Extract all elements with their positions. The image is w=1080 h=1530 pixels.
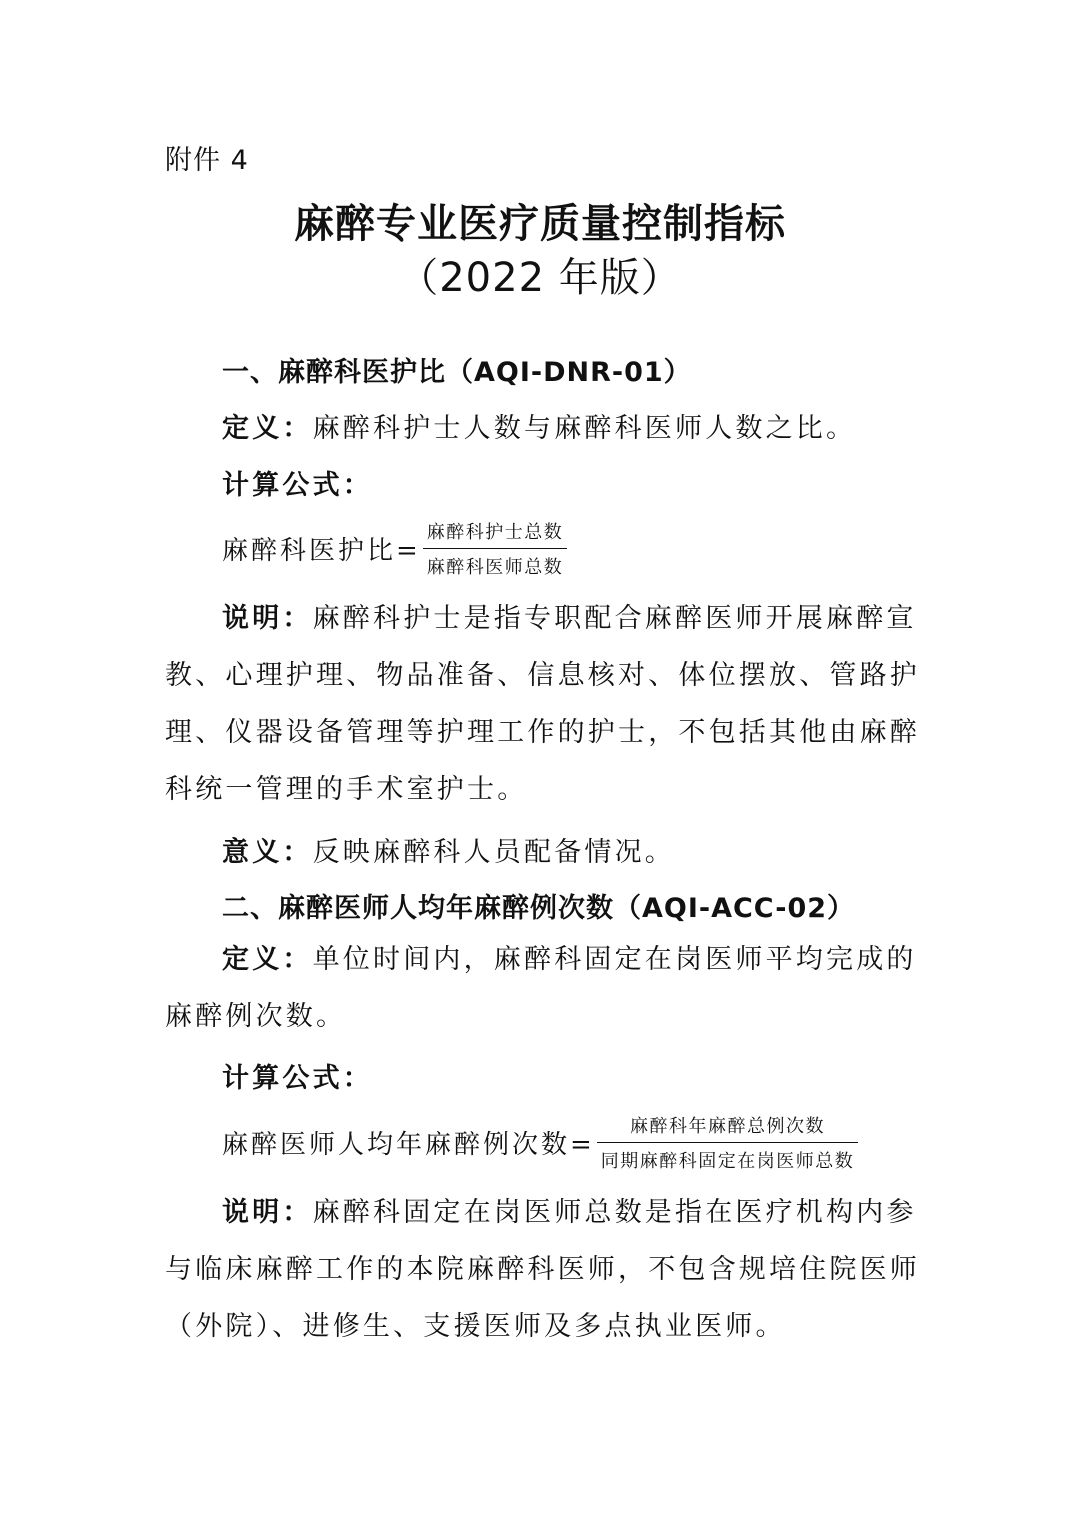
meaning-text: 反映麻醉科人员配备情况。 [312, 837, 676, 868]
meaning-label: 意义： [222, 837, 313, 868]
section-1-heading: 一、麻醉科医护比（AQI-DNR-01） [222, 357, 692, 388]
fraction-bar [423, 548, 568, 549]
formula-lhs: 麻醉科医护比= [222, 536, 421, 566]
fraction-bar [597, 1142, 859, 1143]
definition-label: 定义： [222, 944, 313, 975]
section-1-meaning [222, 830, 675, 869]
section-2-note [165, 1184, 925, 1355]
document-title: 麻醉专业医疗质量控制指标 [294, 201, 786, 247]
section-1-formula [222, 518, 567, 579]
note-text: 麻醉科护士是指专职配合麻醉医师开展麻醉宣教、心理护理、物品准备、信息核对、体位摆放、管路护理、仪器设备管理等护理工作的护士，不包括其他由麻醉科统一管理的手术室护士。 [165, 603, 920, 805]
note-label: 说明： [222, 1197, 313, 1228]
note-text: 麻醉科固定在岗医师总数是指在医疗机构内参与临床麻醉工作的本院麻醉科医师，不包含规培住院医师（外院）、进修生、支援医师及多点执业医师。 [165, 1197, 920, 1342]
definition-text: 单位时间内，麻醉科固定在岗医师平均完成的麻醉例次数。 [165, 944, 917, 1032]
section-2-definition [165, 931, 925, 1045]
section-1-definition [222, 406, 856, 445]
formula-numerator: 麻醉科护士总数 [426, 522, 564, 543]
section-1-note [165, 590, 925, 818]
section-2-formula [222, 1112, 858, 1173]
section-1-formula-label: 计算公式： [222, 470, 373, 501]
formula-fraction [597, 1112, 859, 1173]
formula-lhs: 麻醉医师人均年麻醉例次数= [222, 1130, 595, 1160]
section-2-heading: 二、麻醉医师人均年麻醉例次数（AQI-ACC-02） [222, 893, 856, 924]
definition-label: 定义： [222, 413, 313, 444]
formula-numerator: 麻醉科年麻醉总例次数 [630, 1116, 826, 1137]
definition-text: 麻醉科护士人数与麻醉科医师人数之比。 [312, 413, 857, 444]
document-title-edition: （2022 年版） [398, 255, 682, 301]
note-label: 说明： [222, 603, 313, 634]
formula-denominator: 同期麻醉科固定在岗医师总数 [600, 1151, 855, 1172]
section-2-formula-label: 计算公式： [222, 1063, 373, 1094]
formula-denominator: 麻醉科医师总数 [426, 557, 564, 578]
attachment-label: 附件 4 [165, 145, 249, 176]
formula-fraction [423, 518, 568, 579]
